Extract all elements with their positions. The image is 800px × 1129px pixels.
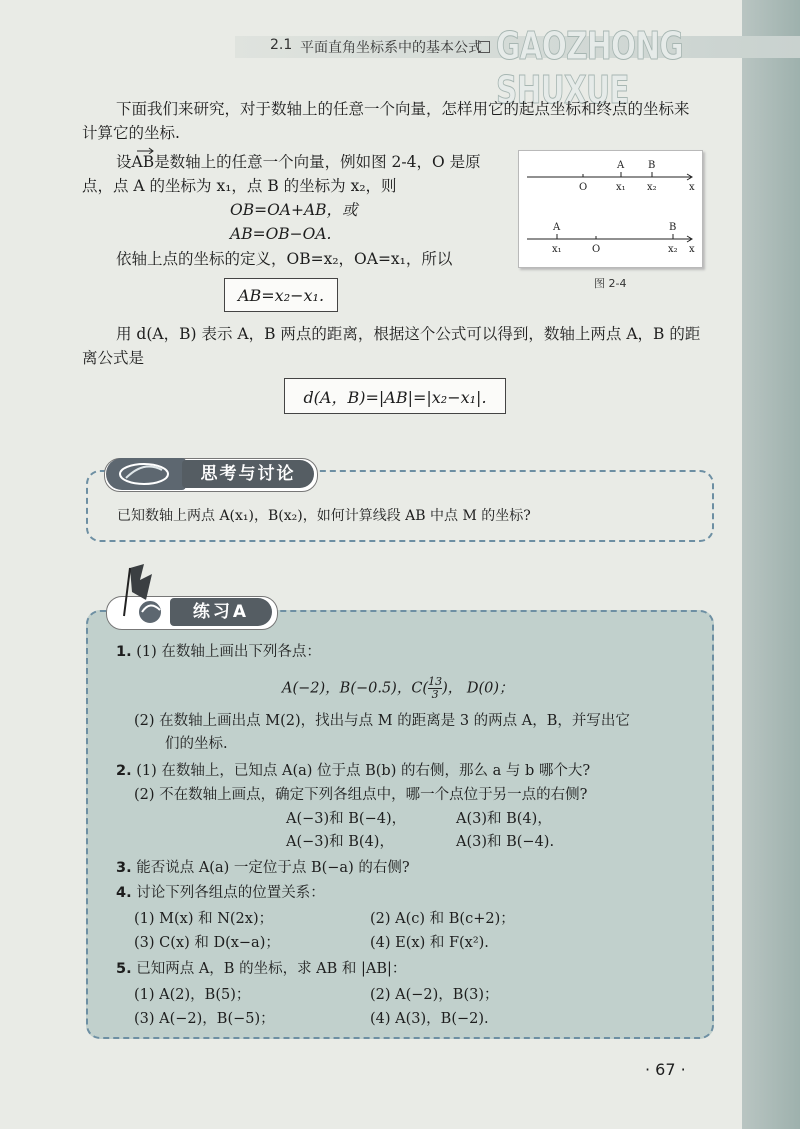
number-line-diagram xyxy=(519,151,702,267)
para2-line-2: 点，点 A 的坐标为 x₁，点 B 的坐标为 x₂，则 xyxy=(82,177,397,195)
vector-arrow-icon xyxy=(136,146,156,154)
intro-line-1: 下面我们来研究，对于数轴上的任意一个向量，怎样用它的起点坐标和终点的坐标来 xyxy=(116,100,690,118)
equation-1: OB=OA+AB，或 xyxy=(230,201,358,219)
top-label-O: O xyxy=(579,182,588,193)
q4 xyxy=(116,882,325,904)
top-tick-x1: x₁ xyxy=(616,182,626,193)
q5-number: 5. xyxy=(116,961,132,977)
top-label-A: A xyxy=(617,160,625,171)
page-number: · 67 · xyxy=(645,1060,686,1079)
q3-text: 能否说点 A(a) 一定位于点 B(−a) 的右侧? xyxy=(136,860,410,876)
bottom-tick-x2: x₂ xyxy=(668,244,678,255)
q4-item-3: (3) C(x) 和 D(x−a)； xyxy=(134,935,280,951)
q2-pair-1: A(−3)和 B(−4)， xyxy=(286,811,407,827)
side-stripe xyxy=(742,0,800,1129)
q4-item-1: (1) M(x) 和 N(2x)； xyxy=(134,911,274,927)
q1-points-a: A(−2)，B(−0.5)，C( xyxy=(282,680,429,697)
brand-watermark: GAOZHONG SHUXUE xyxy=(496,24,683,112)
formula-2: d(A，B)=|AB|=|x₂−x₁|. xyxy=(303,387,487,407)
q2-part1-text: (1) 在数轴上，已知点 A(a) 位于点 B(b) 的右侧，那么 a 与 b 哪个大? xyxy=(136,763,591,779)
q5-item-3: (3) A(−2)，B(−5)； xyxy=(134,1011,275,1027)
exercise-title: 练习A xyxy=(170,598,272,626)
formula-box-1 xyxy=(224,278,338,312)
q5-item-4: (4) A(3)，B(−2). xyxy=(370,1011,489,1027)
q2-number: 2. xyxy=(116,763,132,779)
para3: 依轴上点的坐标的定义，OB=x₂，OA=x₁，所以 xyxy=(116,250,453,268)
q2-pair-4: A(3)和 B(−4). xyxy=(456,834,555,850)
fraction-denominator: 3 xyxy=(431,688,439,701)
q1-part1 xyxy=(116,641,321,663)
q3-number: 3. xyxy=(116,860,132,876)
think-logo-icon xyxy=(106,458,186,490)
q5-item-1: (1) A(2)，B(5)； xyxy=(134,987,251,1003)
bottom-label-A: A xyxy=(553,222,561,233)
q5 xyxy=(116,958,406,980)
q3 xyxy=(116,857,410,879)
bottom-axis-label: x xyxy=(689,244,695,255)
fraction-numerator: 13 xyxy=(428,675,443,688)
figure-2-4 xyxy=(518,150,703,268)
intro-line-2: 计算它的坐标. xyxy=(82,124,180,142)
think-question: 已知数轴上两点 A(x₁)，B(x₂)，如何计算线段 AB 中点 M 的坐标? xyxy=(117,508,531,524)
q5-item-2: (2) A(−2)，B(3)； xyxy=(370,987,499,1003)
q1-part2-line1: (2) 在数轴上画出点 M(2)，找出与点 M 的距离是 3 的两点 A，B，并写出它 xyxy=(134,713,630,729)
figure-caption: 图 2-4 xyxy=(594,277,627,290)
bottom-label-O: O xyxy=(592,244,601,255)
square-icon xyxy=(478,41,490,53)
section-number: 2.1 xyxy=(270,37,293,53)
q5-text: 已知两点 A，B 的坐标，求 AB 和 |AB|： xyxy=(136,961,407,977)
para4-line-2: 离公式是 xyxy=(82,349,145,367)
formula-1: AB=x₂−x₁. xyxy=(237,285,325,305)
para2-line-1: 设AB是数轴上的任意一个向量，例如图 2-4，O 是原 xyxy=(116,153,481,171)
equation-2: AB=OB−OA. xyxy=(230,225,332,243)
q2-pair-3: A(−3)和 B(4)， xyxy=(286,834,394,850)
section-title: 平面直角坐标系中的基本公式 xyxy=(300,40,482,56)
top-label-B: B xyxy=(648,160,656,171)
fraction-13-3 xyxy=(428,676,442,701)
q4-number: 4. xyxy=(116,885,132,901)
q2-part1 xyxy=(116,760,590,782)
q1-part2-line2: 们的坐标. xyxy=(165,736,228,752)
para4-line-1: 用 d(A，B) 表示 A，B 两点的距离，根据这个公式可以得到，数轴上两点 A，B 的距 xyxy=(116,325,701,343)
q4-item-2: (2) A(c) 和 B(c+2)； xyxy=(370,911,515,927)
top-axis-label: x xyxy=(689,182,695,193)
q4-text: 讨论下列各组点的位置关系： xyxy=(136,885,325,901)
top-tick-x2: x₂ xyxy=(647,182,657,193)
formula-box-2 xyxy=(284,378,506,414)
think-title: 思考与讨论 xyxy=(182,460,314,488)
q2-pair-2: A(3)和 B(4)， xyxy=(456,811,552,827)
q1-points xyxy=(282,676,514,701)
q1-points-b: )， D(0)； xyxy=(442,680,514,697)
q1-number: 1. xyxy=(116,644,132,660)
q2-part2: (2) 不在数轴上画点，确定下列各组点中，哪一个点位于另一点的右侧? xyxy=(134,787,588,803)
bottom-tick-x1: x₁ xyxy=(552,244,562,255)
q1-part1-text: (1) 在数轴上画出下列各点： xyxy=(136,644,321,660)
q4-item-4: (4) E(x) 和 F(x²). xyxy=(370,935,489,951)
bottom-label-B: B xyxy=(669,222,677,233)
